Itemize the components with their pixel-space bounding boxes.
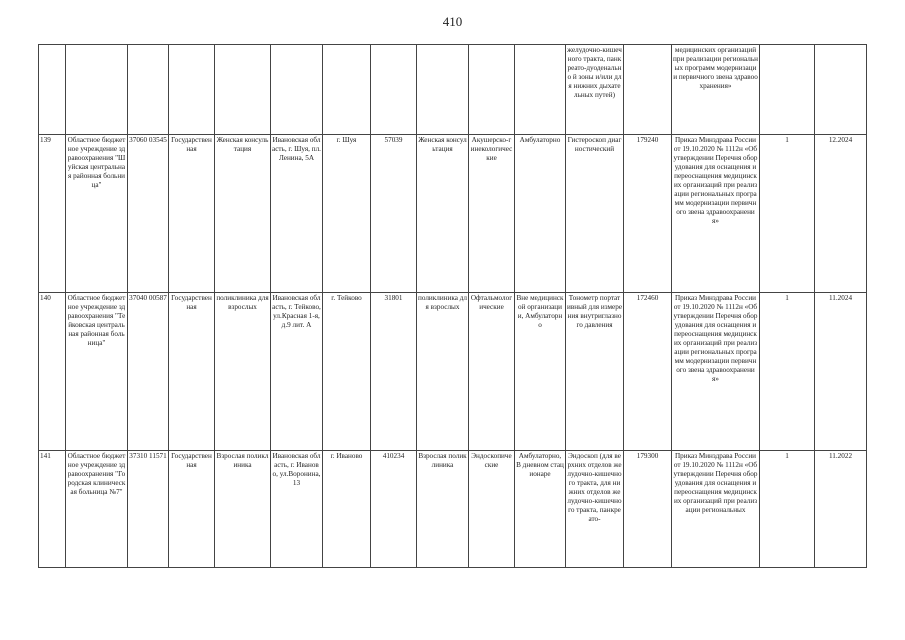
address-cell: Ивановская область, г. Тейково, ул.Красная 1-я, д.9 лит. А xyxy=(271,293,323,451)
address-cell: Ивановская область, г. Иваново, ул.Воронина, 13 xyxy=(271,451,323,568)
department-cell: поликлиника для взрослых xyxy=(417,293,469,451)
device-cell: Эндоскоп (для верхних отделов желудочно-кишечного тракта, для нижних отделов желудочно-кишечного тракта, панкреато- xyxy=(566,451,624,568)
order-cell: медицинских организаций при реализации региональных программ модернизации первичного звена здравоохранения» xyxy=(672,45,760,135)
date-cell: 11.2022 xyxy=(815,451,867,568)
population-cell: 31801 xyxy=(371,293,417,451)
organization-cell: Областное бюджетное учреждение здравоохранения "Городская клиническая больница №7" xyxy=(66,451,128,568)
department-cell: Женская консультация xyxy=(417,135,469,293)
unit-cell: Женская консультация xyxy=(215,135,271,293)
table-row xyxy=(39,135,867,293)
city-cell: г. Иваново xyxy=(323,451,371,568)
care-type-cell: Вне медицинской организации, Амбулаторно xyxy=(515,293,566,451)
city-cell: г. Тейково xyxy=(323,293,371,451)
page-number: 410 xyxy=(442,14,463,29)
organization-cell: Областное бюджетное учреждение здравоохранения "Шуйская центральная районная больница" xyxy=(66,135,128,293)
price-cell: 179240 xyxy=(624,135,672,293)
unit-cell: Взрослая поликлиника xyxy=(215,451,271,568)
row-number: 141 xyxy=(39,451,66,568)
care-type-cell: Амбулаторно, В дневном стационаре xyxy=(515,451,566,568)
ownership-cell: Государственная xyxy=(169,135,215,293)
code-cell: 37310 11571 xyxy=(128,451,169,568)
ownership-cell: Государственная xyxy=(169,293,215,451)
profile-cell: Акушерско-гинекологические xyxy=(469,135,515,293)
quantity-cell: 1 xyxy=(760,293,815,451)
equipment-table xyxy=(38,44,867,568)
population-cell: 57039 xyxy=(371,135,417,293)
price-cell: 179300 xyxy=(624,451,672,568)
table-row xyxy=(39,293,867,451)
quantity-cell: 1 xyxy=(760,451,815,568)
organization-cell: Областное бюджетное учреждение здравоохранения "Тейковская центральная районная больница" xyxy=(66,293,128,451)
row-number: 139 xyxy=(39,135,66,293)
address-cell: Ивановская область, г. Шуя, пл.Ленина, 5А xyxy=(271,135,323,293)
profile-cell: Эндоскопические xyxy=(469,451,515,568)
date-cell: 12.2024 xyxy=(815,135,867,293)
row-number: 140 xyxy=(39,293,66,451)
department-cell: Взрослая поликлиника xyxy=(417,451,469,568)
care-type-cell: Амбулаторно xyxy=(515,135,566,293)
ownership-cell: Государственная xyxy=(169,451,215,568)
device-cell: желудочно-кишечного тракта, панкреато-дуоденально й зоны и/или для нижних дыхательных путей) xyxy=(566,45,624,135)
device-cell: Гистероскоп диагностический xyxy=(566,135,624,293)
unit-cell: поликлиника для взрослых xyxy=(215,293,271,451)
date-cell: 11.2024 xyxy=(815,293,867,451)
order-cell: Приказ Минздрава России от 19.10.2020 № 1112н «Об утверждении Перечня оборудования для оснащения и переоснащения медицинских организаций при реализации региональных xyxy=(672,451,760,568)
code-cell: 37040 00587 xyxy=(128,293,169,451)
table-row xyxy=(39,451,867,568)
profile-cell: Офтальмологические xyxy=(469,293,515,451)
quantity-cell: 1 xyxy=(760,135,815,293)
population-cell: 410234 xyxy=(371,451,417,568)
city-cell: г. Шуя xyxy=(323,135,371,293)
device-cell: Тонометр портативный для измерения внутриглазного давления xyxy=(566,293,624,451)
price-cell: 172460 xyxy=(624,293,672,451)
order-cell: Приказ Минздрава России от 19.10.2020 № 1112н «Об утверждении Перечня оборудования для оснащения и переоснащения медицинских организаций при реализации региональных программ модернизации первичного звена здравоохранения» xyxy=(672,135,760,293)
code-cell: 37060 03545 xyxy=(128,135,169,293)
order-cell: Приказ Минздрава России от 19.10.2020 № 1112н «Об утверждении Перечня оборудования для оснащения и переоснащения медицинских организаций при реализации региональных программ модернизации первичного звена здравоохранения» xyxy=(672,293,760,451)
table-row-continuation xyxy=(39,45,867,135)
